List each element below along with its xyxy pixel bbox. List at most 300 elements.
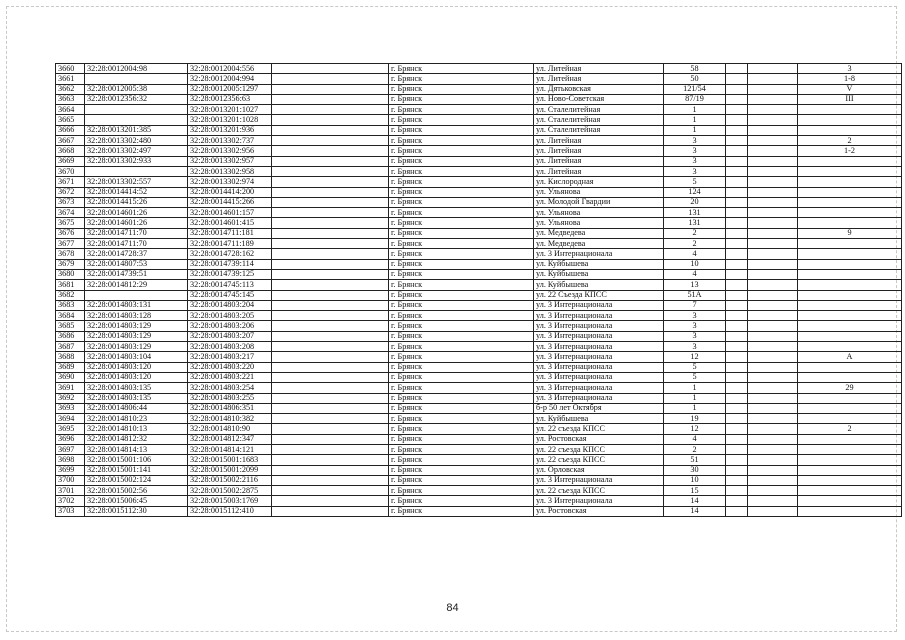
cadastral-object-cell: 32:28:0012004:994 bbox=[188, 74, 272, 84]
apartment-cell bbox=[798, 259, 902, 269]
apartment-cell bbox=[798, 434, 902, 444]
extra-col-2-cell bbox=[748, 64, 798, 74]
extra-col-1-cell bbox=[726, 290, 748, 300]
extra-col-2-cell bbox=[748, 146, 798, 156]
table-row bbox=[56, 228, 902, 238]
street-cell: ул. Медведева bbox=[534, 239, 664, 249]
extra-col-1-cell bbox=[726, 331, 748, 341]
apartment-cell bbox=[798, 403, 902, 413]
extra-col-1-cell bbox=[726, 208, 748, 218]
city-cell: г. Брянск bbox=[389, 465, 534, 475]
table-row bbox=[56, 197, 902, 207]
empty-col-cell bbox=[272, 269, 389, 279]
empty-col-cell bbox=[272, 321, 389, 331]
empty-col-cell bbox=[272, 352, 389, 362]
apartment-cell bbox=[798, 156, 902, 166]
extra-col-2-cell bbox=[748, 465, 798, 475]
extra-col-1-cell bbox=[726, 105, 748, 115]
city-cell: г. Брянск bbox=[389, 311, 534, 321]
extra-col-2-cell bbox=[748, 218, 798, 228]
city-cell: г. Брянск bbox=[389, 156, 534, 166]
row-number-cell: 3670 bbox=[56, 166, 85, 176]
extra-col-1-cell bbox=[726, 115, 748, 125]
table-row bbox=[56, 372, 902, 382]
cadastral-parcel-cell: 32:28:0014711:70 bbox=[85, 228, 188, 238]
row-number-cell: 3674 bbox=[56, 208, 85, 218]
cadastral-object-cell: 32:28:0013302:956 bbox=[188, 146, 272, 156]
cadastral-parcel-cell: 32:28:0014803:128 bbox=[85, 311, 188, 321]
apartment-cell bbox=[798, 239, 902, 249]
empty-col-cell bbox=[272, 455, 389, 465]
cadastral-parcel-cell: 32:28:0014803:120 bbox=[85, 372, 188, 382]
table-row bbox=[56, 280, 902, 290]
street-cell: ул. Кислородная bbox=[534, 177, 664, 187]
city-cell: г. Брянск bbox=[389, 475, 534, 485]
table-row bbox=[56, 239, 902, 249]
cadastral-object-cell: 32:28:0015001:2099 bbox=[188, 465, 272, 475]
empty-col-cell bbox=[272, 136, 389, 146]
extra-col-2-cell bbox=[748, 321, 798, 331]
street-cell: ул. Ростовская bbox=[534, 434, 664, 444]
house-number-cell: 10 bbox=[664, 475, 726, 485]
house-number-cell: 14 bbox=[664, 506, 726, 516]
house-number-cell: 3 bbox=[664, 321, 726, 331]
city-cell: г. Брянск bbox=[389, 352, 534, 362]
empty-col-cell bbox=[272, 239, 389, 249]
cadastral-parcel-cell: 32:28:0015002:124 bbox=[85, 475, 188, 485]
city-cell: г. Брянск bbox=[389, 486, 534, 496]
row-number-cell: 3667 bbox=[56, 136, 85, 146]
empty-col-cell bbox=[272, 300, 389, 310]
house-number-cell: 12 bbox=[664, 352, 726, 362]
extra-col-1-cell bbox=[726, 84, 748, 94]
table-row bbox=[56, 414, 902, 424]
extra-col-1-cell bbox=[726, 434, 748, 444]
house-number-cell: 4 bbox=[664, 434, 726, 444]
cadastral-parcel-cell: 32:28:0013302:557 bbox=[85, 177, 188, 187]
apartment-cell bbox=[798, 115, 902, 125]
street-cell: ул. 3 Интернационала bbox=[534, 362, 664, 372]
apartment-cell bbox=[798, 393, 902, 403]
cadastral-object-cell: 32:28:0014745:145 bbox=[188, 290, 272, 300]
table-row bbox=[56, 362, 902, 372]
extra-col-1-cell bbox=[726, 444, 748, 454]
table-row bbox=[56, 218, 902, 228]
street-cell: ул. Дятьковская bbox=[534, 84, 664, 94]
empty-col-cell bbox=[272, 166, 389, 176]
table-row bbox=[56, 249, 902, 259]
row-number-cell: 3682 bbox=[56, 290, 85, 300]
house-number-cell: 1 bbox=[664, 125, 726, 135]
extra-col-2-cell bbox=[748, 228, 798, 238]
house-number-cell: 3 bbox=[664, 166, 726, 176]
street-cell: ул. 3 Интернационала bbox=[534, 342, 664, 352]
row-number-cell: 3664 bbox=[56, 105, 85, 115]
street-cell: ул. 3 Интернационала bbox=[534, 372, 664, 382]
house-number-cell: 2 bbox=[664, 239, 726, 249]
cadastral-object-cell: 32:28:0014803:206 bbox=[188, 321, 272, 331]
cadastral-parcel-cell: 32:28:0014739:51 bbox=[85, 269, 188, 279]
row-number-cell: 3678 bbox=[56, 249, 85, 259]
cadastral-parcel-cell: 32:28:0014810:23 bbox=[85, 414, 188, 424]
apartment-cell: 3 bbox=[798, 64, 902, 74]
extra-col-1-cell bbox=[726, 125, 748, 135]
cadastral-parcel-cell: 32:28:0014803:129 bbox=[85, 331, 188, 341]
extra-col-2-cell bbox=[748, 352, 798, 362]
city-cell: г. Брянск bbox=[389, 362, 534, 372]
row-number-cell: 3702 bbox=[56, 496, 85, 506]
street-cell: б-р 50 лет Октября bbox=[534, 403, 664, 413]
table-row bbox=[56, 74, 902, 84]
empty-col-cell bbox=[272, 105, 389, 115]
apartment-cell bbox=[798, 218, 902, 228]
extra-col-1-cell bbox=[726, 362, 748, 372]
row-number-cell: 3672 bbox=[56, 187, 85, 197]
street-cell: ул. 3 Интернационала bbox=[534, 321, 664, 331]
row-number-cell: 3680 bbox=[56, 269, 85, 279]
extra-col-1-cell bbox=[726, 321, 748, 331]
extra-col-1-cell bbox=[726, 352, 748, 362]
empty-col-cell bbox=[272, 84, 389, 94]
apartment-cell bbox=[798, 177, 902, 187]
city-cell: г. Брянск bbox=[389, 218, 534, 228]
house-number-cell: 1 bbox=[664, 393, 726, 403]
city-cell: г. Брянск bbox=[389, 64, 534, 74]
house-number-cell: 5 bbox=[664, 177, 726, 187]
cadastral-object-cell: 32:28:0014745:113 bbox=[188, 280, 272, 290]
street-cell: ул. Ульянова bbox=[534, 187, 664, 197]
city-cell: г. Брянск bbox=[389, 249, 534, 259]
empty-col-cell bbox=[272, 362, 389, 372]
city-cell: г. Брянск bbox=[389, 105, 534, 115]
street-cell: ул. Куйбышева bbox=[534, 280, 664, 290]
empty-col-cell bbox=[272, 414, 389, 424]
empty-col-cell bbox=[272, 74, 389, 84]
empty-col-cell bbox=[272, 311, 389, 321]
row-number-cell: 3696 bbox=[56, 434, 85, 444]
apartment-cell: 9 bbox=[798, 228, 902, 238]
table-row bbox=[56, 146, 902, 156]
street-cell: ул. Ново-Советская bbox=[534, 94, 664, 104]
empty-col-cell bbox=[272, 115, 389, 125]
empty-col-cell bbox=[272, 249, 389, 259]
house-number-cell: 58 bbox=[664, 64, 726, 74]
row-number-cell: 3684 bbox=[56, 311, 85, 321]
city-cell: г. Брянск bbox=[389, 424, 534, 434]
extra-col-2-cell bbox=[748, 311, 798, 321]
table-row bbox=[56, 506, 902, 516]
apartment-cell bbox=[798, 506, 902, 516]
table-row bbox=[56, 125, 902, 135]
city-cell: г. Брянск bbox=[389, 331, 534, 341]
empty-col-cell bbox=[272, 424, 389, 434]
row-number-cell: 3676 bbox=[56, 228, 85, 238]
house-number-cell: 7 bbox=[664, 300, 726, 310]
empty-col-cell bbox=[272, 465, 389, 475]
apartment-cell bbox=[798, 475, 902, 485]
table-row bbox=[56, 434, 902, 444]
apartment-cell bbox=[798, 331, 902, 341]
cadastral-object-cell: 32:28:0014810:382 bbox=[188, 414, 272, 424]
cadastral-object-cell: 32:28:0015001:1683 bbox=[188, 455, 272, 465]
house-number-cell: 3 bbox=[664, 136, 726, 146]
city-cell: г. Брянск bbox=[389, 290, 534, 300]
apartment-cell bbox=[798, 486, 902, 496]
extra-col-2-cell bbox=[748, 383, 798, 393]
cadastral-object-cell: 32:28:0012356:63 bbox=[188, 94, 272, 104]
cadastral-parcel-cell: 32:28:0014601:26 bbox=[85, 218, 188, 228]
table-row bbox=[56, 455, 902, 465]
city-cell: г. Брянск bbox=[389, 444, 534, 454]
house-number-cell: 50 bbox=[664, 74, 726, 84]
city-cell: г. Брянск bbox=[389, 166, 534, 176]
empty-col-cell bbox=[272, 64, 389, 74]
city-cell: г. Брянск bbox=[389, 115, 534, 125]
empty-col-cell bbox=[272, 146, 389, 156]
cadastral-object-cell: 32:28:0012005:1297 bbox=[188, 84, 272, 94]
empty-col-cell bbox=[272, 290, 389, 300]
house-number-cell: 1 bbox=[664, 383, 726, 393]
table-row bbox=[56, 259, 902, 269]
cadastral-parcel-cell: 32:28:0014814:13 bbox=[85, 444, 188, 454]
street-cell: ул. Ульянова bbox=[534, 218, 664, 228]
apartment-cell bbox=[798, 125, 902, 135]
city-cell: г. Брянск bbox=[389, 136, 534, 146]
street-cell: ул. Литейная bbox=[534, 64, 664, 74]
apartment-cell: III bbox=[798, 94, 902, 104]
cadastral-parcel-cell: 32:28:0014803:131 bbox=[85, 300, 188, 310]
table-row bbox=[56, 342, 902, 352]
street-cell: ул. 22 съезда КПСС bbox=[534, 455, 664, 465]
row-number-cell: 3677 bbox=[56, 239, 85, 249]
empty-col-cell bbox=[272, 496, 389, 506]
extra-col-2-cell bbox=[748, 177, 798, 187]
cadastral-object-cell: 32:28:0015002:2116 bbox=[188, 475, 272, 485]
city-cell: г. Брянск bbox=[389, 280, 534, 290]
row-number-cell: 3695 bbox=[56, 424, 85, 434]
extra-col-2-cell bbox=[748, 455, 798, 465]
house-number-cell: 5 bbox=[664, 372, 726, 382]
cadastral-parcel-cell bbox=[85, 105, 188, 115]
row-number-cell: 3690 bbox=[56, 372, 85, 382]
apartment-cell: 29 bbox=[798, 383, 902, 393]
table-row bbox=[56, 105, 902, 115]
table-row bbox=[56, 136, 902, 146]
cadastral-parcel-cell: 32:28:0013302:497 bbox=[85, 146, 188, 156]
row-number-cell: 3701 bbox=[56, 486, 85, 496]
extra-col-1-cell bbox=[726, 311, 748, 321]
city-cell: г. Брянск bbox=[389, 74, 534, 84]
apartment-cell bbox=[798, 249, 902, 259]
house-number-cell: 2 bbox=[664, 444, 726, 454]
empty-col-cell bbox=[272, 187, 389, 197]
extra-col-1-cell bbox=[726, 486, 748, 496]
city-cell: г. Брянск bbox=[389, 506, 534, 516]
cadastral-object-cell: 32:28:0015003:1769 bbox=[188, 496, 272, 506]
row-number-cell: 3681 bbox=[56, 280, 85, 290]
cadastral-object-cell: 32:28:0014601:157 bbox=[188, 208, 272, 218]
street-cell: ул. 3 Интернационала bbox=[534, 393, 664, 403]
city-cell: г. Брянск bbox=[389, 228, 534, 238]
empty-col-cell bbox=[272, 434, 389, 444]
extra-col-1-cell bbox=[726, 197, 748, 207]
empty-col-cell bbox=[272, 228, 389, 238]
extra-col-2-cell bbox=[748, 259, 798, 269]
extra-col-2-cell bbox=[748, 187, 798, 197]
city-cell: г. Брянск bbox=[389, 177, 534, 187]
cadastral-parcel-cell: 32:28:0014601:26 bbox=[85, 208, 188, 218]
extra-col-2-cell bbox=[748, 84, 798, 94]
apartment-cell bbox=[798, 300, 902, 310]
cadastral-object-cell: 32:28:0014728:162 bbox=[188, 249, 272, 259]
cadastral-parcel-cell: 32:28:0012004:98 bbox=[85, 64, 188, 74]
cadastral-parcel-cell: 32:28:0015002:56 bbox=[85, 486, 188, 496]
extra-col-1-cell bbox=[726, 280, 748, 290]
table-row bbox=[56, 311, 902, 321]
house-number-cell: 15 bbox=[664, 486, 726, 496]
table-row bbox=[56, 465, 902, 475]
city-cell: г. Брянск bbox=[389, 342, 534, 352]
street-cell: ул. 3 Интернационала bbox=[534, 475, 664, 485]
row-number-cell: 3698 bbox=[56, 455, 85, 465]
extra-col-1-cell bbox=[726, 403, 748, 413]
cadastral-parcel-cell bbox=[85, 166, 188, 176]
extra-col-1-cell bbox=[726, 239, 748, 249]
house-number-cell: 1 bbox=[664, 403, 726, 413]
extra-col-2-cell bbox=[748, 94, 798, 104]
empty-col-cell bbox=[272, 444, 389, 454]
street-cell: ул. 3 Интернационала bbox=[534, 311, 664, 321]
cadastral-parcel-cell: 32:28:0014803:104 bbox=[85, 352, 188, 362]
cadastral-parcel-cell: 32:28:0014803:135 bbox=[85, 393, 188, 403]
city-cell: г. Брянск bbox=[389, 414, 534, 424]
house-number-cell: 10 bbox=[664, 259, 726, 269]
city-cell: г. Брянск bbox=[389, 187, 534, 197]
apartment-cell: 1-2 bbox=[798, 146, 902, 156]
cadastral-object-cell: 32:28:0013201:936 bbox=[188, 125, 272, 135]
cadastral-object-cell: 32:28:0013302:957 bbox=[188, 156, 272, 166]
cadastral-parcel-cell: 32:28:0014415:26 bbox=[85, 197, 188, 207]
table-row bbox=[56, 486, 902, 496]
city-cell: г. Брянск bbox=[389, 383, 534, 393]
extra-col-2-cell bbox=[748, 74, 798, 84]
row-number-cell: 3694 bbox=[56, 414, 85, 424]
apartment-cell bbox=[798, 311, 902, 321]
house-number-cell: 131 bbox=[664, 218, 726, 228]
extra-col-2-cell bbox=[748, 269, 798, 279]
empty-col-cell bbox=[272, 383, 389, 393]
house-number-cell: 1 bbox=[664, 115, 726, 125]
table-row bbox=[56, 475, 902, 485]
empty-col-cell bbox=[272, 372, 389, 382]
street-cell: ул. 22 съезда КПСС bbox=[534, 444, 664, 454]
extra-col-2-cell bbox=[748, 197, 798, 207]
cadastral-object-cell: 32:28:0014803:221 bbox=[188, 372, 272, 382]
city-cell: г. Брянск bbox=[389, 146, 534, 156]
house-number-cell: 4 bbox=[664, 269, 726, 279]
street-cell: ул. 22 Съезда КПСС bbox=[534, 290, 664, 300]
street-cell: ул. Литейная bbox=[534, 136, 664, 146]
apartment-cell bbox=[798, 496, 902, 506]
apartment-cell bbox=[798, 455, 902, 465]
row-number-cell: 3671 bbox=[56, 177, 85, 187]
apartment-cell bbox=[798, 280, 902, 290]
house-number-cell: 1 bbox=[664, 105, 726, 115]
extra-col-1-cell bbox=[726, 506, 748, 516]
extra-col-1-cell bbox=[726, 156, 748, 166]
street-cell: ул. 22 съезда КПСС bbox=[534, 486, 664, 496]
street-cell: ул. Сталелитейная bbox=[534, 105, 664, 115]
extra-col-1-cell bbox=[726, 414, 748, 424]
table-row bbox=[56, 177, 902, 187]
extra-col-2-cell bbox=[748, 475, 798, 485]
house-number-cell: 87/19 bbox=[664, 94, 726, 104]
extra-col-1-cell bbox=[726, 259, 748, 269]
house-number-cell: 12 bbox=[664, 424, 726, 434]
extra-col-2-cell bbox=[748, 239, 798, 249]
cadastral-parcel-cell: 32:28:0014806:44 bbox=[85, 403, 188, 413]
extra-col-2-cell bbox=[748, 486, 798, 496]
street-cell: ул. Медведева bbox=[534, 228, 664, 238]
cadastral-parcel-cell bbox=[85, 74, 188, 84]
apartment-cell bbox=[798, 166, 902, 176]
apartment-cell bbox=[798, 290, 902, 300]
house-number-cell: 3 bbox=[664, 156, 726, 166]
house-number-cell: 5 bbox=[664, 362, 726, 372]
row-number-cell: 3673 bbox=[56, 197, 85, 207]
cadastral-object-cell: 32:28:0015112:410 bbox=[188, 506, 272, 516]
cadastral-object-cell: 32:28:0013302:737 bbox=[188, 136, 272, 146]
table-row bbox=[56, 352, 902, 362]
table-row bbox=[56, 208, 902, 218]
extra-col-1-cell bbox=[726, 269, 748, 279]
row-number-cell: 3669 bbox=[56, 156, 85, 166]
apartment-cell bbox=[798, 187, 902, 197]
cadastral-parcel-cell: 32:28:0012356:32 bbox=[85, 94, 188, 104]
extra-col-2-cell bbox=[748, 393, 798, 403]
cadastral-parcel-cell: 32:28:0014803:129 bbox=[85, 342, 188, 352]
apartment-cell bbox=[798, 444, 902, 454]
house-number-cell: 19 bbox=[664, 414, 726, 424]
extra-col-2-cell bbox=[748, 105, 798, 115]
row-number-cell: 3675 bbox=[56, 218, 85, 228]
apartment-cell: 2 bbox=[798, 136, 902, 146]
city-cell: г. Брянск bbox=[389, 403, 534, 413]
extra-col-2-cell bbox=[748, 249, 798, 259]
house-number-cell: 3 bbox=[664, 311, 726, 321]
street-cell: ул. Молодой Гвардии bbox=[534, 197, 664, 207]
extra-col-2-cell bbox=[748, 125, 798, 135]
street-cell: ул. 3 Интернационала bbox=[534, 300, 664, 310]
street-cell: ул. 3 Интернационала bbox=[534, 249, 664, 259]
row-number-cell: 3703 bbox=[56, 506, 85, 516]
empty-col-cell bbox=[272, 506, 389, 516]
page-number: 84 bbox=[446, 602, 459, 614]
extra-col-2-cell bbox=[748, 208, 798, 218]
cadastral-object-cell: 32:28:0013302:974 bbox=[188, 177, 272, 187]
row-number-cell: 3668 bbox=[56, 146, 85, 156]
extra-col-1-cell bbox=[726, 424, 748, 434]
table-row bbox=[56, 300, 902, 310]
city-cell: г. Брянск bbox=[389, 496, 534, 506]
registry-table bbox=[55, 63, 902, 517]
table-row bbox=[56, 64, 902, 74]
cadastral-object-cell: 32:28:0013302:958 bbox=[188, 166, 272, 176]
empty-col-cell bbox=[272, 342, 389, 352]
table-row bbox=[56, 403, 902, 413]
row-number-cell: 3689 bbox=[56, 362, 85, 372]
row-number-cell: 3683 bbox=[56, 300, 85, 310]
